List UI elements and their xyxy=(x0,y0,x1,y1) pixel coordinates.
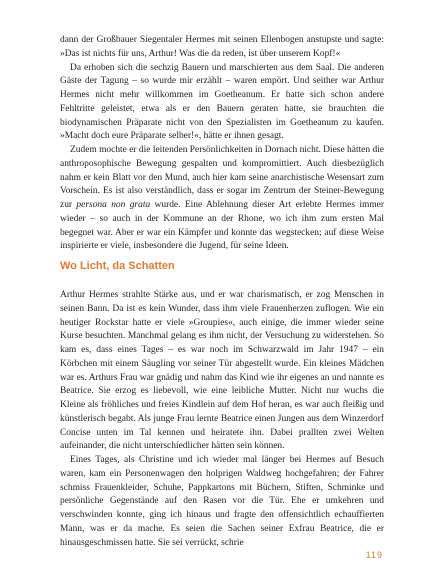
paragraph-4: Arthur Hermes strahlte Stärke aus, und er war charismatisch, er zog Menschen in seinen Bann. Da ist es kein Wunder, dass ihm viele Frauenherzen zuflogen. Wie ein heutiger Rockstar hatte er viele »Groupies«, auch einige, die immer wieder seine Kurse besuchten. Manchmal gelang es ihm nicht, der Versuchung zu widerstehen. So kam es, dass eines Tages – es war noch im Schwarzwald im Jahr 1947 – ein Körbchen mit einem Säugling vor seiner Tür abgestellt wurde. Ein kleines Mädchen war es. Arthurs Frau war gnädig und nahm das Kind wie ihr eigenes an und nannte es Beatrice. Sie erzog es liebevoll, wie eine leibliche Mutter. Nicht nur wuchs die Kleine als fröhliches und freies Kindlein auf dem Hof heran, es war auch fleißig und künstlerisch begabt. Als junge Frau lernte Beatrice einen Jungen aus dem Winzerdorf Concise unten im Tal kennen und heiratete ihn. Dabei prallten zwei Welten aufeinander, die nicht unterschiedlicher hätten sein können. xyxy=(60,290,384,452)
paragraph-1: dann der Großbauer Siegentaler Hermes mit seinen Ellenbogen anstupste und sagte: »Das ist nichts für uns, Arthur! Was die da reden, ist über unserem Kopf!« xyxy=(60,35,384,59)
paragraph-3-part-2: wurde. Eine Ablehnung dieser Art erlebte Hermes immer wieder – so auch in der Kommune an der Rhone, wo ich ihm zum ersten Mal begegnet war. Aber er war ein Kämpfer und konnte das wegstecken; auf diese Weise inspirierte er viele, insbesondere die Jugend, für seine Ideen. xyxy=(60,200,384,252)
paragraph-5: Eines Tages, als Christine und ich wieder mal länger bei Hermes auf Besuch waren, kam ein Personenwagen den holprigen Waldweg hochgefahren; der Fahrer schmiss Frauenkleider, Schuhe, Pappkartons mit Büchern, Stiften, Schminke und persönliche Gegenstände auf den Rasen vor die Tür. Ehe er umkehren und verschwinden konnte, ging ich hinaus und fragte den offensichtlich echauffierten Mann, was er da mache. Es seien die Sachen seiner Exfrau Beatrice, die er hinausgeschmissen hatte. Sie sei verrückt, schrie xyxy=(60,455,384,548)
page-number: 119 xyxy=(365,550,383,560)
text-block-bottom xyxy=(60,289,384,550)
paragraph-3-emphasis: persona non grata xyxy=(76,200,151,210)
paragraph-2: Da erhoben sich die sechzig Bauern und marschierten aus dem Saal. Die anderen Gäste der Tagung – so wurde mir erzählt – waren empört. Und seither war Arthur Hermes nicht mehr willkommen im Goetheanum. Er hatte sich schon andere Fehltritte geleistet, etwa als er den Bauern geraten hatte, sie brauchten die biodynamischen Präparate nicht von den Spezialisten im Goetheanum zu kaufen. »Macht doch eure Präparate selber!«, hätte er ihnen gesagt. xyxy=(60,62,384,142)
section-heading: Wo Licht, da Schatten xyxy=(60,260,175,272)
paragraph-3 xyxy=(60,144,384,254)
text-block-top xyxy=(60,34,384,254)
paragraph-3-part-1: Zudem mochte er die leitenden Persönlichkeiten in Dornach nicht. Diese hätten die anthroposophische Bewegung gespalten und kompromittiert. Auch diesbezüglich nahm er kein Blatt vor den Mund, auch hier kam seine anarchistische Wesensart zum Vorschein. Es ist also verständlich, dass er sogar im Zentrum der Steiner-Bewegung zur xyxy=(60,145,384,210)
